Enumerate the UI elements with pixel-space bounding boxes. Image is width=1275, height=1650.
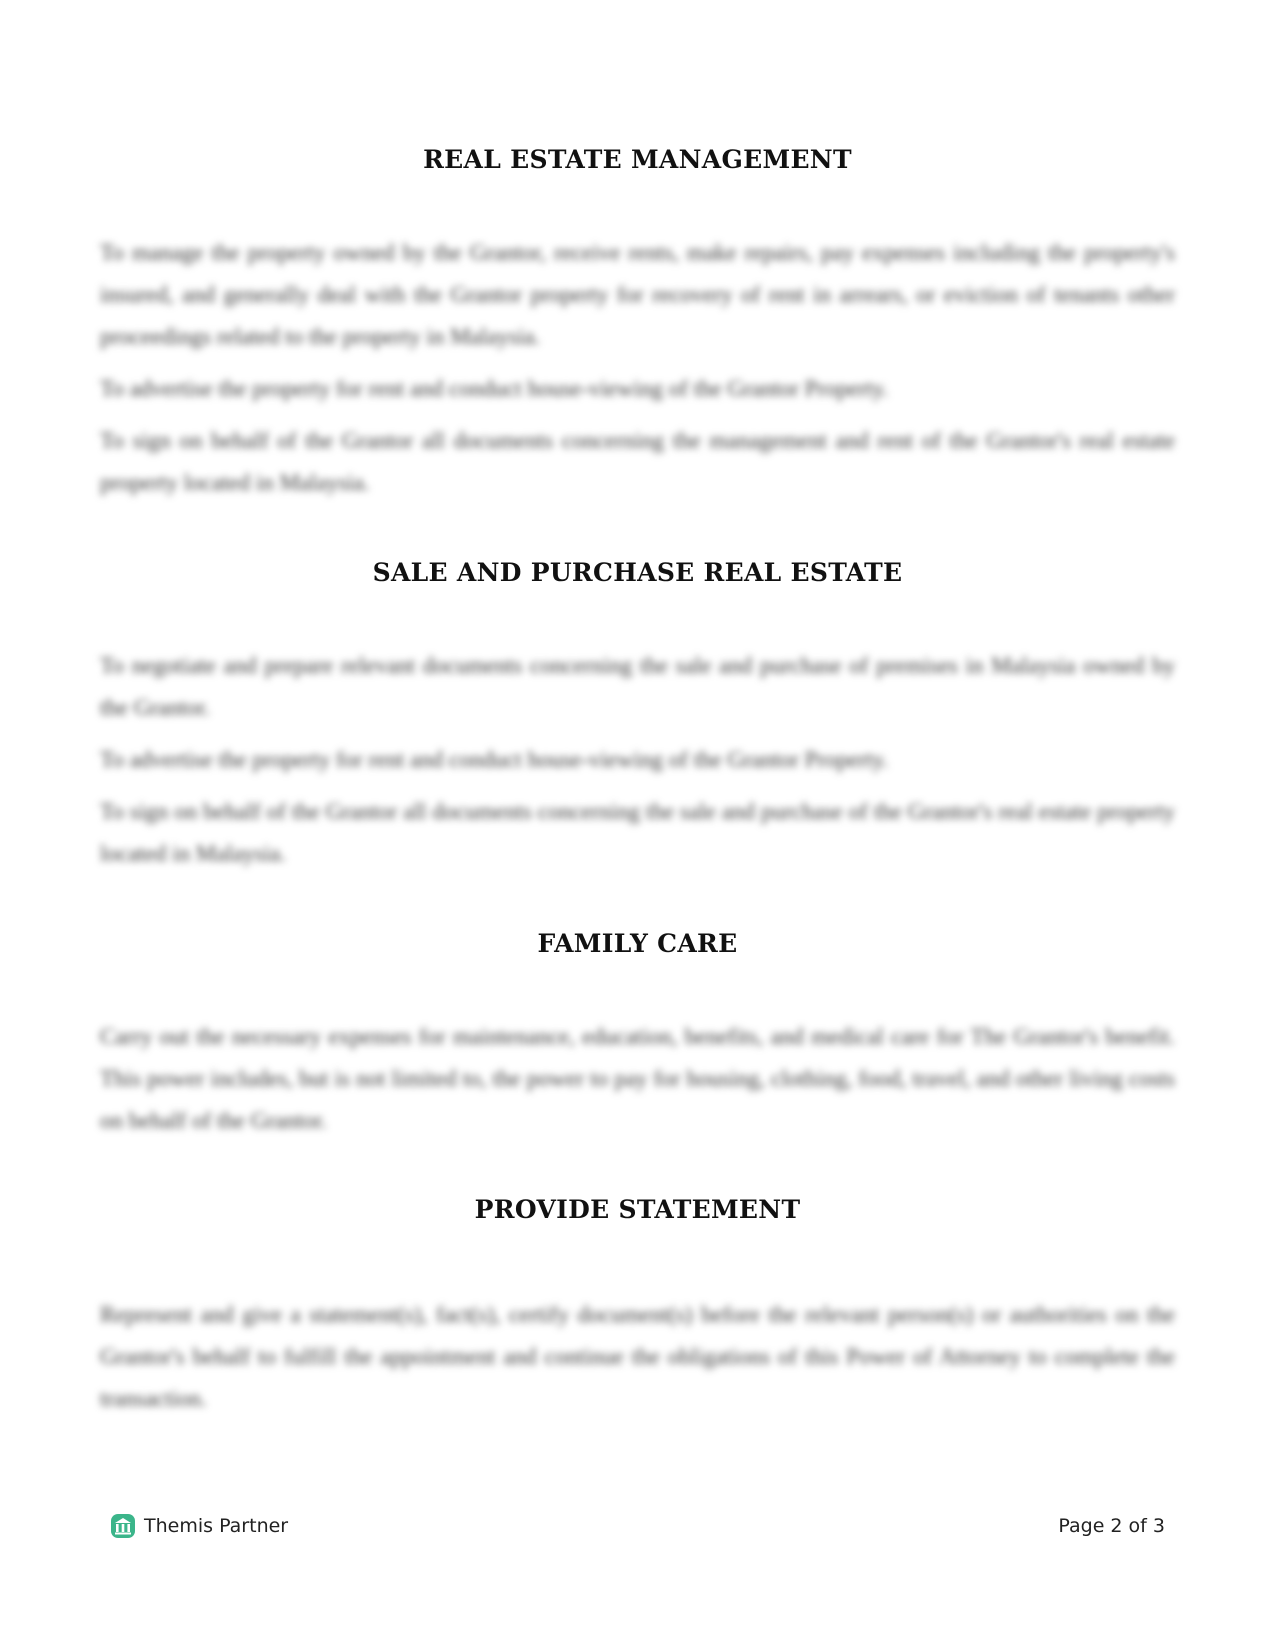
- paragraph: To manage the property owned by the Grantor, receive rents, make repairs, pay expenses including the property's insured, and generally deal with the Grantor property for recovery of rent in arrears, or eviction of tenants other proceedings related to the property in Malaysia.: [100, 240, 1175, 349]
- page-number: Page 2 of 3: [1058, 1515, 1165, 1537]
- paragraph: To advertise the property for rent and conduct house-viewing of the Grantor Property.: [100, 747, 889, 772]
- section-heading: SALE AND PURCHASE REAL ESTATE: [372, 558, 903, 587]
- paragraph: To sign on behalf of the Grantor all documents concerning the management and rent of the Grantor's real estate property located in Malaysia.: [100, 428, 1175, 495]
- section-provide-statement: [100, 0, 1175, 1650]
- bank-building-icon: [110, 1513, 136, 1539]
- paragraph: To advertise the property for rent and conduct house-viewing of the Grantor Property.: [100, 376, 889, 401]
- section-heading: PROVIDE STATEMENT: [474, 1195, 801, 1224]
- brand: [110, 1513, 288, 1539]
- paragraph: To negotiate and prepare relevant documents concerning the sale and purchase of premises in Malaysia owned by the Grantor.: [100, 653, 1175, 720]
- paragraph: Carry out the necessary expenses for maintenance, education, benefits, and medical care for The Grantor's benefit. This power includes, but is not limited to, the power to pay for housing, clothing, food, travel, and other living costs on behalf of the Grantor.: [100, 1024, 1175, 1133]
- section-heading: FAMILY CARE: [537, 929, 738, 958]
- section-heading: REAL ESTATE MANAGEMENT: [423, 145, 852, 174]
- brand-name: Themis Partner: [144, 1515, 289, 1537]
- page-footer: [110, 1510, 1165, 1542]
- paragraph: To sign on behalf of the Grantor all documents concerning the sale and purchase of the Grantor's real estate property located in Malaysia.: [100, 799, 1175, 866]
- section-body: [100, 1294, 1175, 1430]
- paragraph: Represent and give a statement(s), fact(s), certify document(s) before the relevant person(s) or authorities on the Grantor's behalf to fulfill the appointment and continue the obligations of this Power of Attorney to complete the transaction.: [100, 1302, 1175, 1411]
